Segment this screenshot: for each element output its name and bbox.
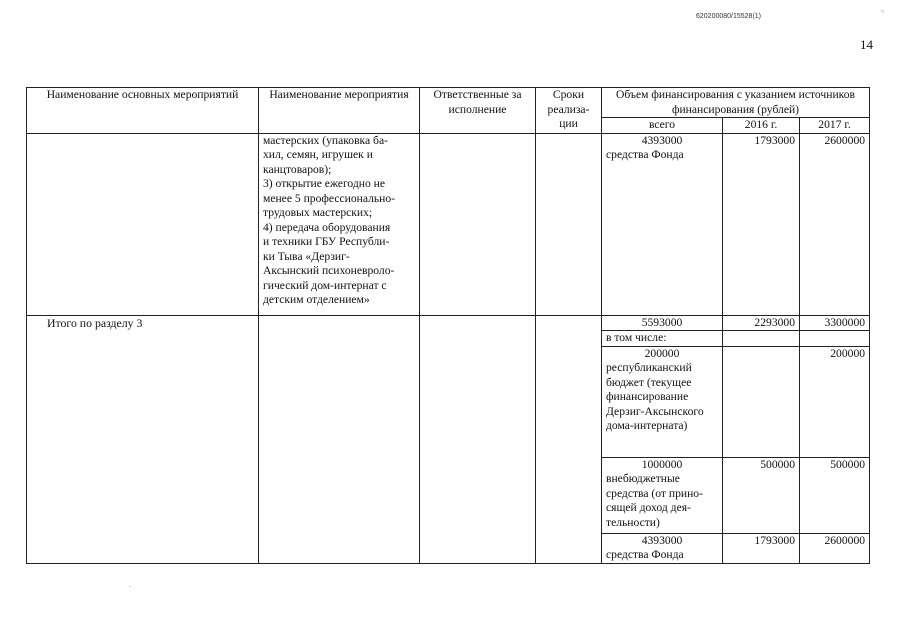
- row1-total-cell: [602, 133, 723, 315]
- sub1-source-line: бюджет (текущее: [606, 375, 692, 389]
- header-deadlines: Сроки реализа-ции: [536, 88, 602, 134]
- page-number: 14: [860, 37, 873, 52]
- activity-line: хил, семян, игрушек и: [263, 148, 373, 161]
- section-total-label: Итого по разделу 3: [27, 315, 259, 563]
- stray-mark: ·: [129, 583, 132, 591]
- sub1-2016: [723, 346, 800, 457]
- including-label: в том числе:: [602, 331, 723, 347]
- sub3-amount: 4393000: [641, 533, 683, 547]
- table-row: [27, 133, 870, 315]
- row1-responsible: [420, 133, 536, 315]
- activity-line: мастерских (упаковка ба-: [263, 133, 388, 147]
- row1-2016-value: 1793000: [723, 133, 800, 315]
- header-responsible: Ответственные за исполнение: [420, 88, 536, 134]
- sub3-source: средства Фонда: [606, 548, 684, 561]
- sub3-cell: [602, 533, 723, 563]
- sub2-amount: 1000000: [641, 457, 683, 471]
- section-total-row: [27, 315, 870, 331]
- sub2-source-line: средства (от прино-: [606, 486, 703, 500]
- sub1-cell: [602, 346, 723, 457]
- row1-activity-description: [259, 133, 420, 315]
- sub2-source-line: тельности): [606, 515, 660, 529]
- financing-table: [26, 87, 870, 564]
- activity-line: менее 5 профессионально-: [263, 191, 395, 205]
- row1-total-amount: 4393000: [641, 133, 683, 147]
- activity-line: гический дом-интернат с: [263, 278, 387, 292]
- sub2-source-line: внебюджетные: [606, 472, 680, 485]
- activity-line: 3) открытие ежегодно не: [263, 177, 386, 190]
- header-total: всего: [602, 118, 723, 134]
- sub1-amount: 200000: [644, 346, 680, 360]
- sub2-source-line: сящей доход дея-: [606, 501, 691, 514]
- header-2017: 2017 г.: [800, 118, 870, 134]
- activity-line: и техники ГБУ Республи-: [263, 235, 390, 248]
- sub3-2016: 1793000: [723, 533, 800, 563]
- activity-line: канцтоваров);: [263, 162, 332, 176]
- section-total-2016: 2293000: [723, 315, 800, 331]
- sub1-source-line: финансирование: [606, 390, 689, 403]
- section-total-2017: 3300000: [800, 315, 870, 331]
- header-main-activities: Наименование основных мероприятий: [27, 88, 259, 134]
- row1-total-source: средства Фонда: [606, 148, 684, 161]
- sub1-source-line: республиканский: [606, 361, 692, 374]
- activity-line: Аксынский психоневроло-: [263, 264, 395, 277]
- activity-line: 4) передача оборудования: [263, 220, 391, 234]
- section-total-responsible-empty: [420, 315, 536, 563]
- row1-2017-value: 2600000: [800, 133, 870, 315]
- header-financing: Объем финансирования с указанием источников финансирования (рублей): [602, 88, 870, 118]
- sub2-2016: 500000: [723, 457, 800, 533]
- edge-mark: ᴿ: [877, 10, 885, 13]
- section-total-amount: 5593000: [602, 315, 723, 331]
- header-activity-name: Наименование мероприятия: [259, 88, 420, 134]
- row1-main-activity: [27, 133, 259, 315]
- sub2-cell: [602, 457, 723, 533]
- sub1-source-line: Дерзиг-Аксынского: [606, 404, 704, 418]
- activity-line: ки Тыва «Дерзиг-: [263, 249, 350, 263]
- sub2-2017: 500000: [800, 457, 870, 533]
- row1-deadline: [536, 133, 602, 315]
- document-code: 620200080/15528(1): [696, 13, 762, 20]
- section-total-deadline-empty: [536, 315, 602, 563]
- activity-line: трудовых мастерских;: [263, 206, 373, 219]
- including-2017-empty: [800, 331, 870, 347]
- sub1-2017: 200000: [800, 346, 870, 457]
- section-total-activity-empty: [259, 315, 420, 563]
- activity-line: детским отделением»: [263, 293, 370, 306]
- sub1-source-line: дома-интерната): [606, 419, 688, 432]
- including-2016-empty: [723, 331, 800, 347]
- header-2016: 2016 г.: [723, 118, 800, 134]
- sub3-2017: 2600000: [800, 533, 870, 563]
